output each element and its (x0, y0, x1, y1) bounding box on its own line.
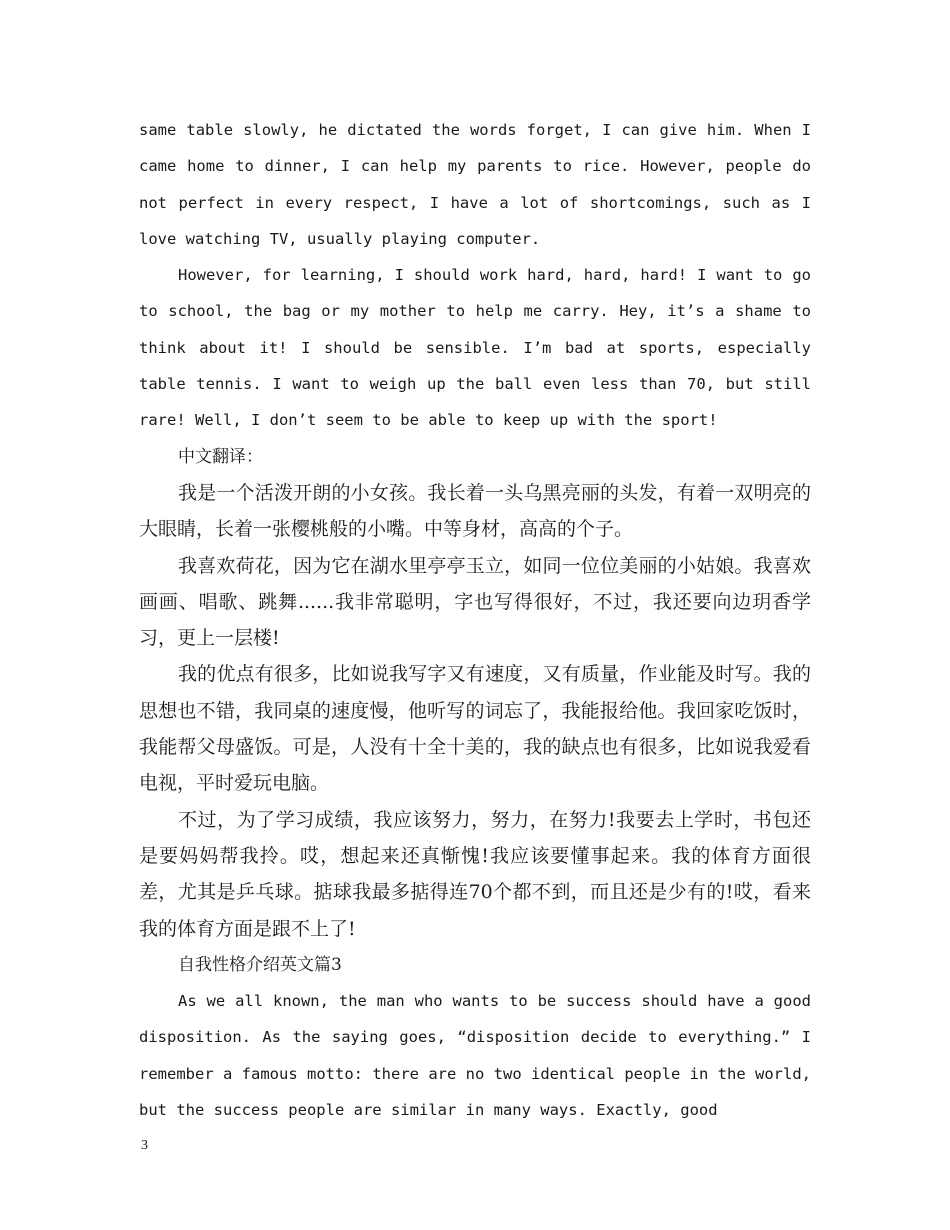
paragraph-english-3: As we all known, the man who wants to be success should have a good disposition. As the saying goes, “disposition decide to everything.” I remember a famous motto: there are no two identical people in the world, but the success people are similar in many ways. Exactly, good (139, 992, 811, 1120)
translation-heading: 中文翻译： (178, 446, 263, 467)
paragraph-chinese-3: 我的优点有很多，比如说我写字又有速度，又有质量，作业能及时写。我的思想也不错，我同桌的速度慢，他听写的词忘了，我能报给他。我回家吃饭时，我能帮父母盛饭。可是，人没有十全十美的，我的缺点也有很多，比如说我爱看电视，平时爱玩电脑。 (139, 663, 811, 795)
page-number: 3 (141, 1138, 148, 1153)
paragraph-chinese-2: 我喜欢荷花，因为它在湖水里亭亭玉立，如同一位位美丽的小姑娘。我喜欢画画、唱歌、跳舞......我非常聪明，字也写得很好，不过，我还要向边玥香学习，更上一层楼! (139, 554, 811, 650)
paragraph-chinese-1: 我是一个活泼开朗的小女孩。我长着一头乌黑亮丽的头发，有着一双明亮的大眼睛，长着一张樱桃般的小嘴。中等身材，高高的个子。 (139, 481, 811, 541)
paragraph-chinese-4: 不过，为了学习成绩，我应该努力，努力，在努力!我要去上学时，书包还是要妈妈帮我拎。哎，想起来还真惭愧!我应该要懂事起来。我的体育方面很差，尤其是乒乓球。掂球我最多掂得连70个都不到，而且还是少有的!哎，看来我的体育方面是跟不上了! (139, 808, 811, 940)
page-content (139, 112, 811, 1128)
paragraph-english-2: However, for learning, I should work hard, hard, hard! I want to go to school, the bag or my mother to help me carry. Hey, it’s a shame to think about it! I should be sensible. I’m bad at sports, especially table tennis. I want to weigh up the ball even less than 70, but still rare! Well, I don’t seem to be able to keep up with the sport! (139, 266, 811, 430)
section-heading: 自我性格介绍英文篇3 (178, 954, 342, 975)
paragraph-english-1: same table slowly, he dictated the words forget, I can give him. When I came home to dinner, I can help my parents to rice. However, people do not perfect in every respect, I have a lot of shortcomings, such as I love watching TV, usually playing computer. (139, 121, 811, 248)
